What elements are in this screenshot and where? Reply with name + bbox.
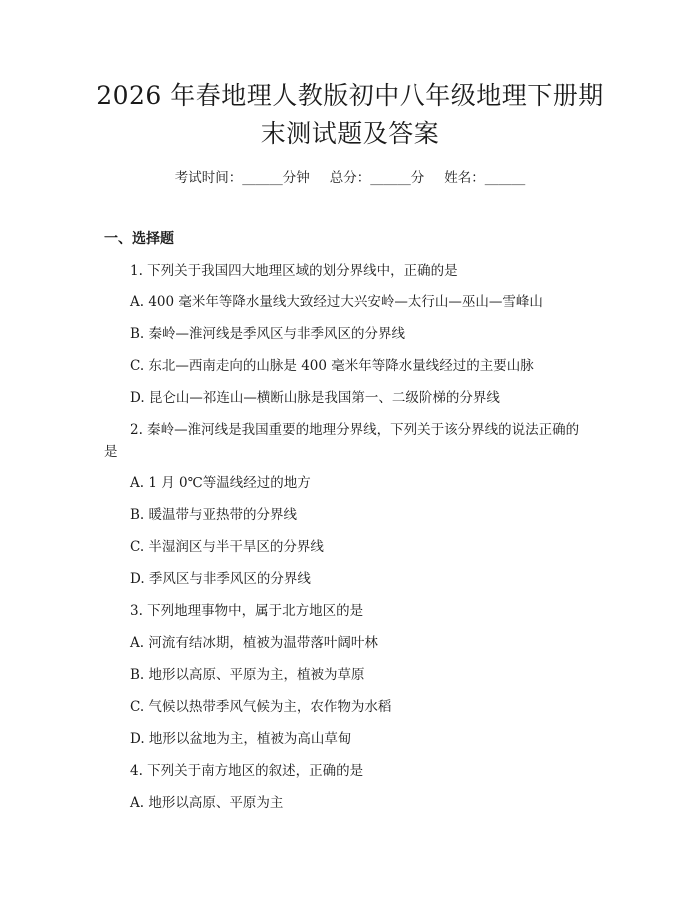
student-name: 姓名：______ (444, 170, 526, 186)
question-4-stem: 4. 下列关于南方地区的叙述，正确的是 (130, 763, 364, 779)
question-2-option-a: A. 1 月 0℃等温线经过的地方 (130, 475, 311, 491)
section-heading: 一、选择题 (104, 231, 174, 247)
question-3-option-a: A. 河流有结冰期，植被为温带落叶阔叶林 (130, 635, 378, 651)
question-2-stem-continued: 是 (104, 444, 118, 460)
question-3-option-b: B. 地形以高原、平原为主，植被为草原 (130, 667, 365, 683)
total-score: 总分：______分 (329, 170, 425, 186)
question-4-option-a: A. 地形以高原、平原为主 (130, 795, 284, 811)
question-1-option-c: C. 东北—西南走向的山脉是 400 毫米年等降水量线经过的主要山脉 (130, 358, 534, 374)
question-1-option-a: A. 400 毫米年等降水量线大致经过大兴安岭—太行山—巫山—雪峰山 (130, 294, 543, 310)
question-2-stem: 2. 秦岭—淮河线是我国重要的地理分界线，下列关于该分界线的说法正确的 (130, 422, 580, 438)
document-title-line-1: 2026 年春地理人教版初中八年级地理下册期 (96, 81, 604, 110)
exam-time: 考试时间：______分钟 (174, 170, 310, 186)
question-2-option-b: B. 暖温带与亚热带的分界线 (130, 507, 298, 523)
question-3-option-d: D. 地形以盆地为主，植被为高山草甸 (130, 731, 352, 747)
question-3-option-c: C. 气候以热带季风气候为主，农作物为水稻 (130, 699, 392, 715)
question-2-option-d: D. 季风区与非季风区的分界线 (130, 571, 311, 587)
exam-meta (0, 168, 700, 188)
question-3-stem: 3. 下列地理事物中，属于北方地区的是 (130, 603, 364, 619)
question-1-stem: 1. 下列关于我国四大地理区域的划分界线中，正确的是 (130, 263, 458, 279)
document-title-line-2: 末测试题及答案 (260, 119, 440, 148)
question-2-option-c: C. 半湿润区与半干旱区的分界线 (130, 539, 324, 555)
question-1-option-d: D. 昆仑山—祁连山—横断山脉是我国第一、二级阶梯的分界线 (130, 390, 500, 406)
question-1-option-b: B. 秦岭—淮河线是季风区与非季风区的分界线 (130, 326, 406, 342)
